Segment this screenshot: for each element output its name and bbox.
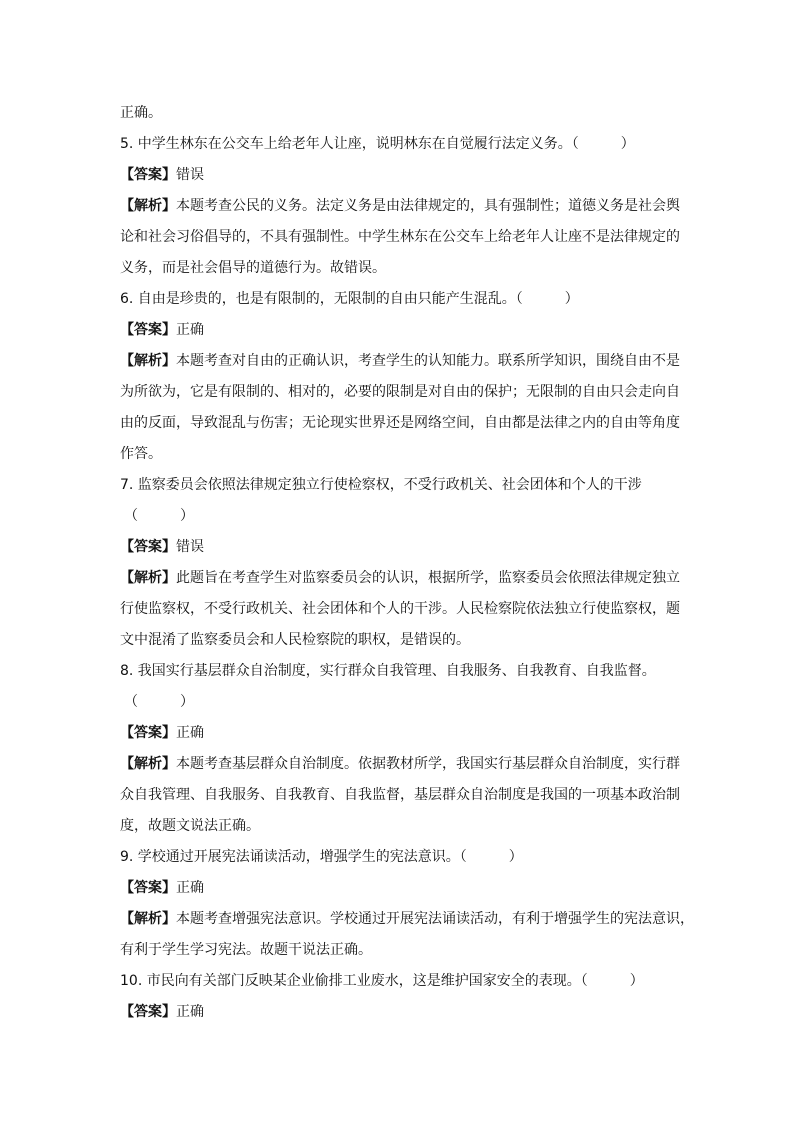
question-6: 6. 自由是珍贵的，也是有限制的，无限制的自由只能产生混乱。（ ） (120, 291, 579, 307)
text-line: 论和社会习俗倡导的，不具有强制性。中学生林东在公交车上给老年人让座不是法律规定的 (120, 229, 680, 245)
text-line: 众自我管理、自我服务、自我教育、自我监督，基层群众自治制度是我国的一项基本政治制 (120, 787, 680, 803)
analysis-line (120, 904, 694, 935)
analysis-text: 此题旨在考查学生对监察委员会的认识，根据所学，监察委员会依照法律规定独立 (176, 570, 680, 586)
analysis-label: 【解析】 (120, 353, 176, 369)
answer-line (120, 997, 680, 1028)
analysis-label: 【解析】 (120, 198, 176, 214)
text-line: 度，故题文说法正确。 (120, 818, 260, 834)
answer-value: 正确 (176, 725, 204, 741)
analysis-line (120, 749, 680, 780)
question-10: 10. 市民向有关部门反映某企业偷排工业废水，这是维护国家安全的表现。（ ） (120, 973, 644, 989)
text-line: 文中混淆了监察委员会和人民检察院的职权，是错误的。 (120, 632, 470, 648)
analysis-text: 本题考查基层群众自治制度。依据教材所学，我国实行基层群众自治制度，实行群 (176, 756, 680, 772)
document-page (120, 98, 694, 1028)
answer-line (120, 873, 680, 904)
analysis-label: 【解析】 (120, 756, 176, 772)
answer-value: 正确 (176, 1004, 204, 1020)
text-line: 为所欲为，它是有限制的、相对的，必要的限制是对自由的保护；无限制的自由只会走向自 (120, 384, 680, 400)
answer-line (120, 718, 680, 749)
answer-value: 正确 (176, 322, 204, 338)
question-8: 8. 我国实行基层群众自治制度，实行群众自我管理、自我服务、自我教育、自我监督。 (120, 663, 656, 679)
answer-label: 【答案】 (120, 322, 176, 338)
question-5: 5. 中学生林东在公交车上给老年人让座，说明林东在自觉履行法定义务。（ ） (120, 136, 635, 152)
text-line: 由的反面，导致混乱与伤害；无论现实世界还是网络空间，自由都是法律之内的自由等角度 (120, 415, 680, 431)
answer-blank: （ ） (124, 694, 194, 710)
answer-label: 【答案】 (120, 1004, 176, 1020)
answer-line (120, 315, 680, 346)
answer-value: 错误 (176, 167, 204, 183)
analysis-line (120, 563, 680, 594)
answer-value: 正确 (176, 880, 204, 896)
answer-label: 【答案】 (120, 539, 176, 555)
answer-label: 【答案】 (120, 725, 176, 741)
text-line: 有利于学生学习宪法。故题干说法正确。 (120, 942, 372, 958)
text-line: 行使监察权，不受行政机关、社会团体和个人的干涉。人民检察院依法独立行使监察权，题 (120, 601, 680, 617)
analysis-label: 【解析】 (120, 911, 176, 927)
question-7: 7. 监察委员会依照法律规定独立行使检察权，不受行政机关、社会团体和个人的干涉 (120, 477, 642, 493)
analysis-text: 本题考查对自由的正确认识，考查学生的认知能力。联系所学知识，围绕自由不是 (176, 353, 680, 369)
question-9: 9. 学校通过开展宪法诵读活动，增强学生的宪法意识。（ ） (120, 849, 523, 865)
answer-label: 【答案】 (120, 167, 176, 183)
answer-blank: （ ） (124, 508, 194, 524)
answer-line (120, 160, 680, 191)
analysis-label: 【解析】 (120, 570, 176, 586)
text-line: 义务，而是社会倡导的道德行为。故错误。 (120, 260, 386, 276)
analysis-line (120, 191, 680, 222)
answer-line (120, 532, 680, 563)
text-line: 作答。 (120, 446, 162, 462)
analysis-text: 本题考查公民的义务。法定义务是由法律规定的，具有强制性；道德义务是社会舆 (176, 198, 680, 214)
answer-label: 【答案】 (120, 880, 176, 896)
text-line: 正确。 (120, 105, 162, 121)
answer-value: 错误 (176, 539, 204, 555)
analysis-line (120, 346, 680, 377)
analysis-text: 本题考查增强宪法意识。学校通过开展宪法诵读活动，有利于增强学生的宪法意识， (176, 911, 694, 927)
